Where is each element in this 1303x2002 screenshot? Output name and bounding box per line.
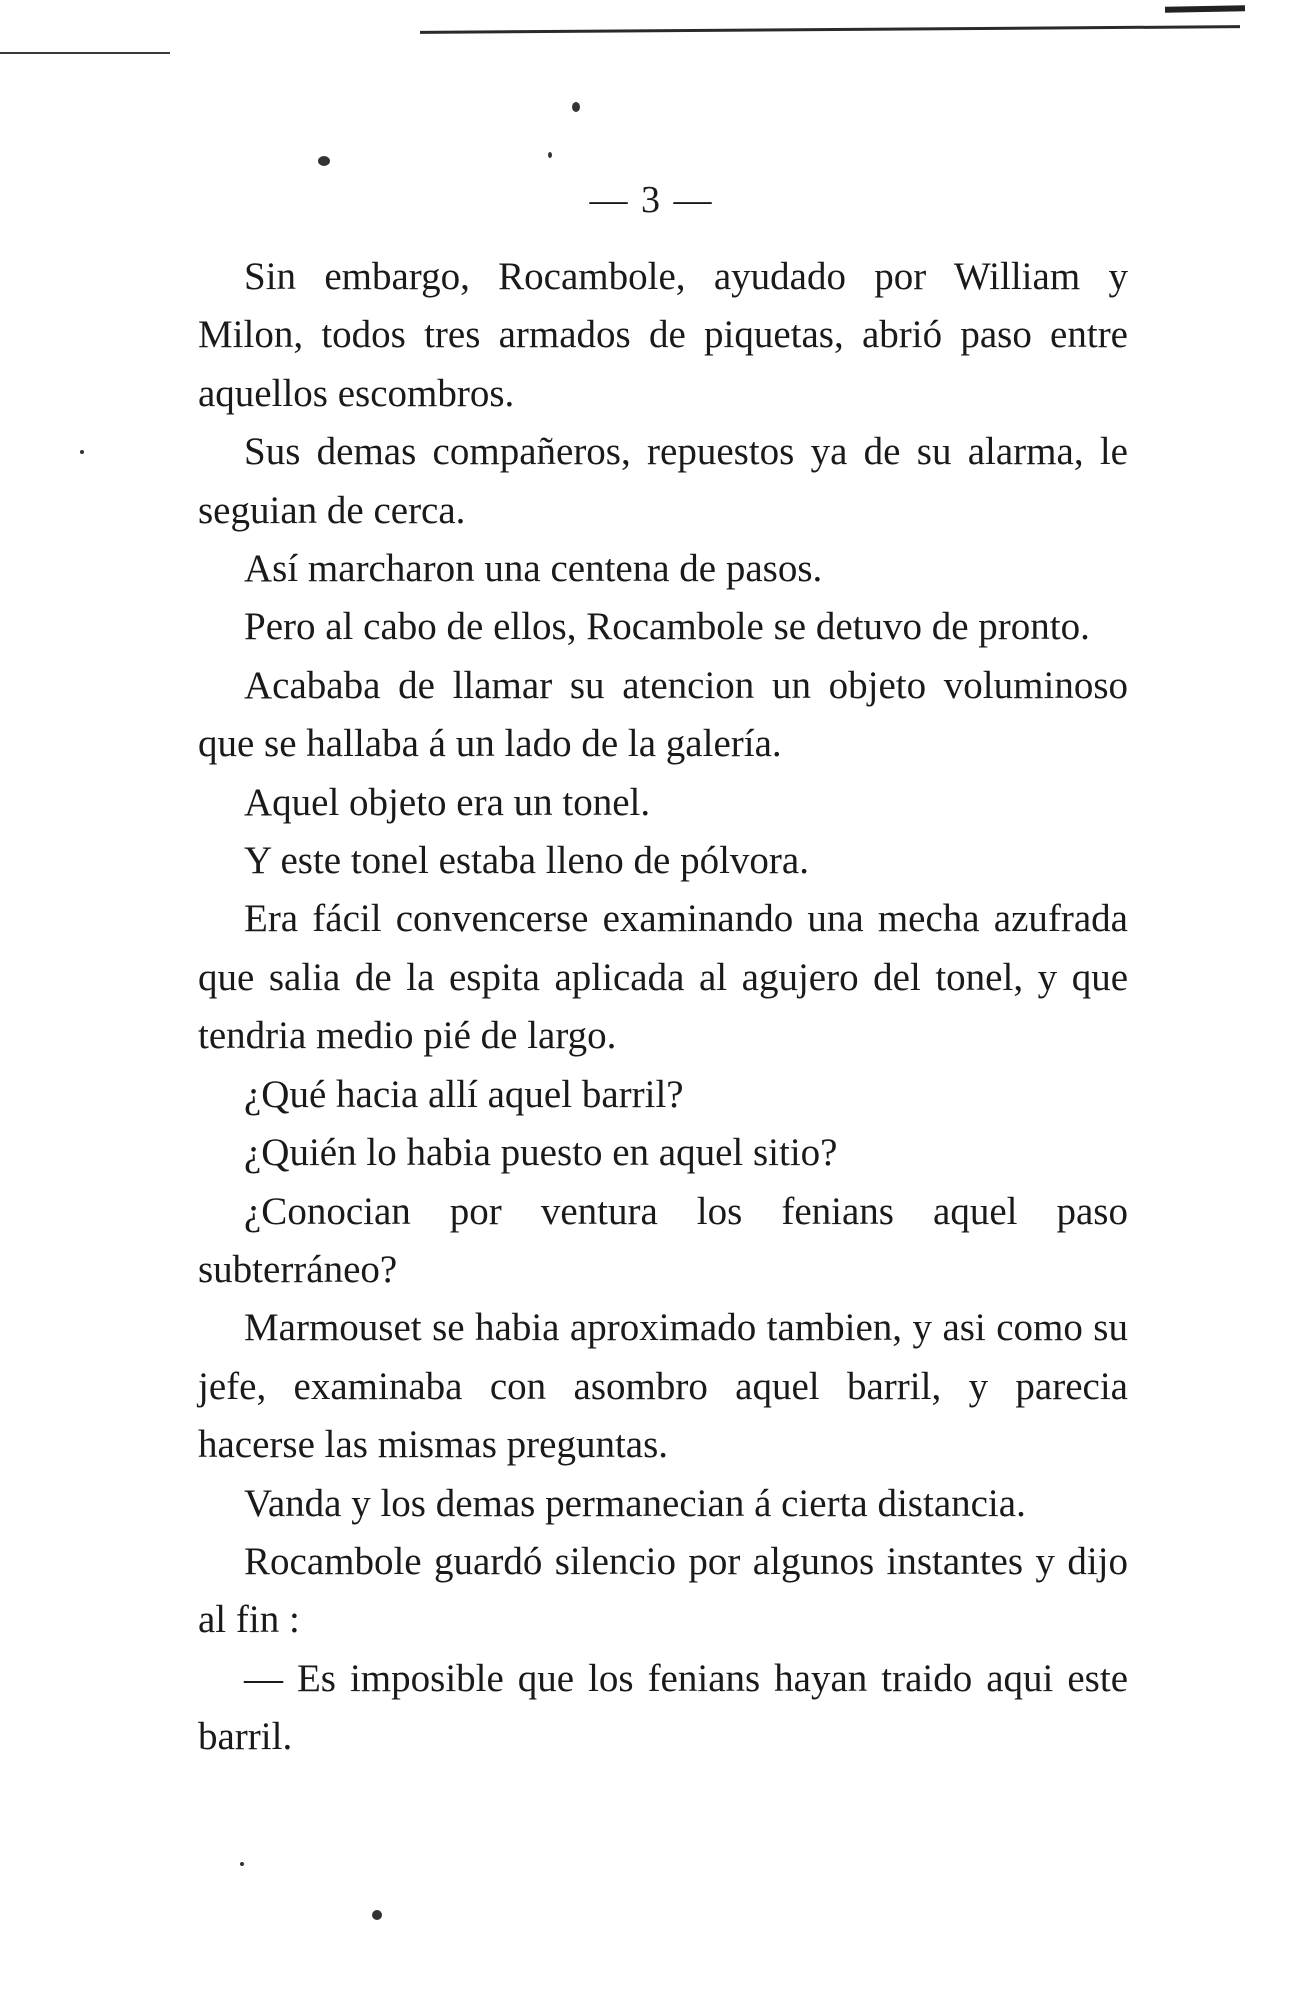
page-number: — 3 — [589, 179, 714, 221]
top-rule-end [1165, 5, 1245, 12]
ink-speck [240, 1862, 244, 1866]
top-rule-left [0, 52, 170, 54]
paragraph: Rocambole guardó silencio por algunos instantes y dijo al fin : [198, 1539, 1128, 1642]
ink-speck [372, 1910, 382, 1920]
paragraph: Sus demas compañeros, repuestos ya de su alarma, le seguian de cerca. [198, 430, 1128, 532]
paragraph: ¿Qué hacia allí aquel barril? [244, 1072, 684, 1116]
paragraph: ¿Quién lo habia puesto en aquel sitio? [244, 1131, 838, 1175]
ink-speck [80, 450, 84, 454]
paragraph: Acababa de llamar su atencion un objeto voluminoso que se hallaba á un lado de la galería. [198, 663, 1128, 766]
paragraph: ¿Conocian por ventura los fenians aquel paso subterráneo? [198, 1189, 1128, 1291]
ink-speck [572, 102, 580, 112]
paragraph: Marmouset se habia aproximado tambien, y asi como su jefe, examinaba con asombro aquel barril, y parecia hacerse las mismas preguntas. [198, 1306, 1128, 1467]
body-text [198, 248, 1128, 1767]
paragraph: Era fácil convencerse examinando una mecha azufrada que salia de la espita aplicada al agujero del tonel, y que tendria medio pié de largo. [198, 897, 1128, 1058]
ink-speck [548, 152, 552, 158]
paragraph: Así marcharon una centena de pasos. [244, 547, 823, 591]
paragraph: Pero al cabo de ellos, Rocambole se detuvo de pronto. [244, 605, 1090, 649]
paragraph: Vanda y los demas permanecian á cierta distancia. [244, 1481, 1026, 1525]
paragraph: Sin embargo, Rocambole, ayudado por William y Milon, todos tres armados de piquetas, abrió paso entre aquellos escombros. [198, 255, 1128, 415]
paragraph: Y este tonel estaba lleno de pólvora. [244, 839, 809, 883]
paragraph: — Es imposible que los fenians hayan traido aqui este barril. [198, 1656, 1128, 1759]
paragraph: Aquel objeto era un tonel. [244, 780, 651, 824]
top-rule [420, 25, 1240, 34]
ink-speck [318, 156, 330, 166]
